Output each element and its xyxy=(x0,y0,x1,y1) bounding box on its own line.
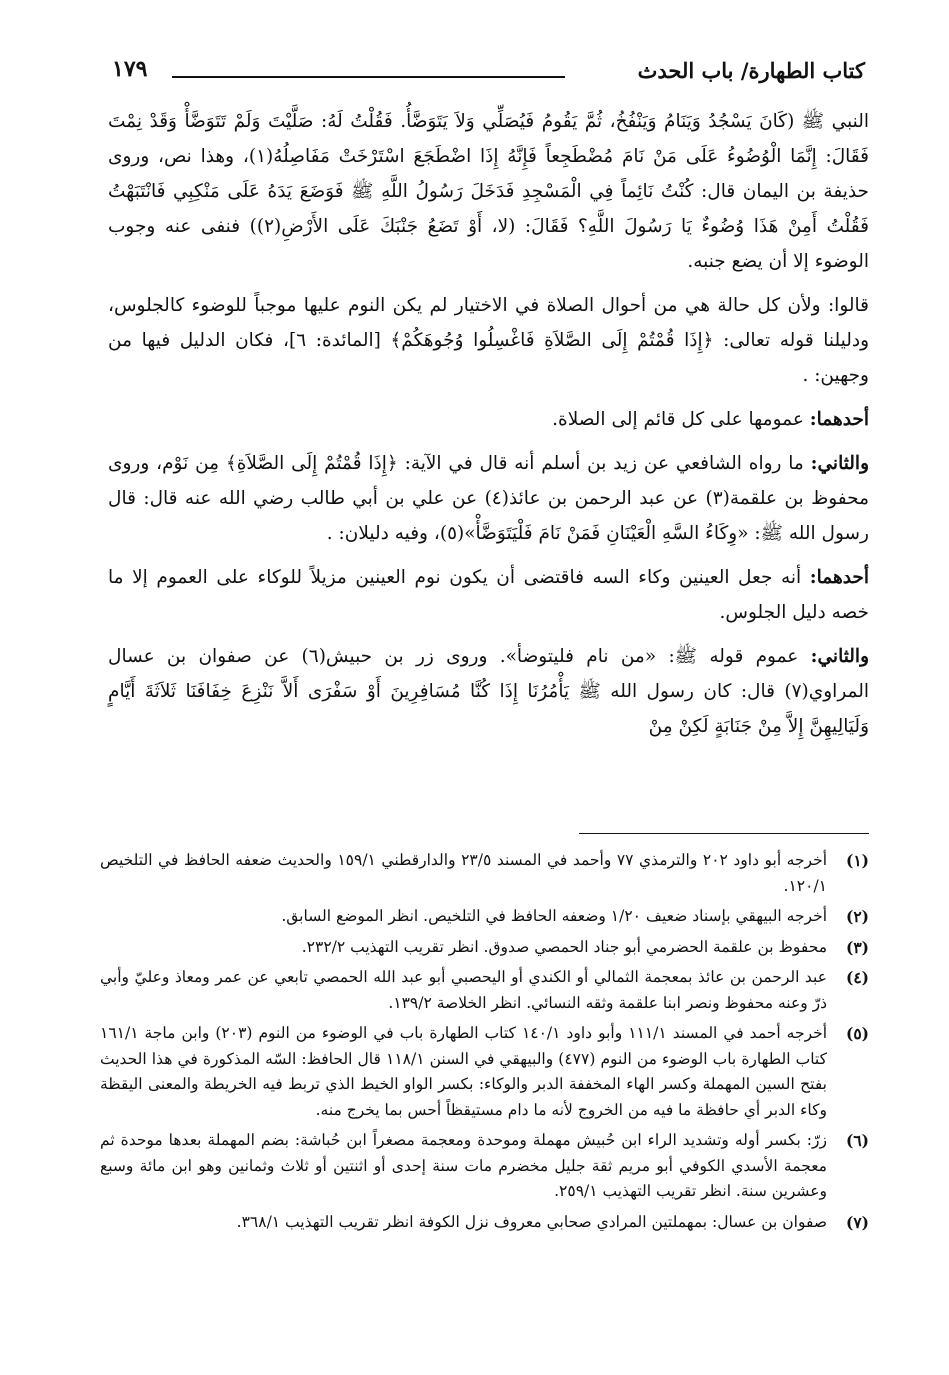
paragraph-text: عمومها على كل قائم إلى الصلاة. xyxy=(552,409,804,430)
paragraph xyxy=(108,402,869,437)
chapter-title: كتاب الطهارة/ باب الحدث xyxy=(637,58,865,83)
footnote-number: (٢) xyxy=(845,907,869,926)
footnote xyxy=(100,965,869,1016)
footnote-rule xyxy=(579,833,869,834)
footnote-text: زرّ: بكسر أوله وتشديد الراء ابن حُبيش مهملة وموحدة ومعجمة مصغراً ابن حُباشة: بضم المهملة بعدها موحدة ثم معجمة الأسدي الكوفي أبو مريم ثقة جليل مخضرم مات سنة إحدى أو اثنتين أو ثلاث وثمانين وهو ابن مائة وسبع وعشرين سنة. انظر تقريب التهذيب ٢٥٩/١. xyxy=(100,1131,827,1200)
footnote-text: محفوظ بن علقمة الحضرمي أبو جناد الحمصي صدوق. انظر تقريب التهذيب ٢٣٢/٢. xyxy=(301,937,827,956)
paragraph-text: قالوا: ولأن كل حالة هي من أحوال الصلاة في الاختيار لم يكن النوم عليها موجباً للوضوء كالجلوس، ودليلنا قوله تعالى: ﴿إِذَا قُمْتُمْ إِلَى الصَّلاَةِ فَاغْسِلُوا وُجُوهَكُمْ﴾ [المائدة: ٦]، فكان الدليل فيها من وجهين: . xyxy=(108,295,870,386)
paragraph xyxy=(108,104,869,279)
footnote-number: (٦) xyxy=(845,1131,869,1150)
paragraph xyxy=(108,446,869,551)
paragraph-text: النبي ﷺ (كَانَ يَسْجُدُ وَيَنَامُ وَيَنْفُخُ، ثُمَّ يَقُومُ فَيُصَلِّي وَلاَ يَتَوَضَّأُ. فَقُلْتُ لَهُ: صَلَّيْتَ وَلَمْ تَتَوَضَّأْ وَقَدْ نِمْتَ فَقَالَ: إِنَّمَا الْوُضُوءُ عَلَى مَنْ نَامَ مُضْطَجِعاً فَإِنَّهُ إِذَا اضْطَجَعَ اسْتَرْخَتْ مَفَاصِلُهُ(١)، وهذا نص، وروى حذيفة بن اليمان قال: كُنْتُ نَائِماً فِي الْمَسْجِدِ فَدَخَلَ رَسُولُ اللَّهِ ﷺ فَوَضَعَ يَدَهُ عَلَى مَنْكِبِي فَانْتَبَهْتُ فَقُلْتُ أَمِنْ هَذَا وُضُوءٌ يَا رَسُولَ اللَّهِ؟ فَقَالَ: (لا، أَوْ تَضَعُ جَنْبَكَ عَلَى الأَرْضِ(٢)) فنفى عنه وجوب الوضوء إلا أن يضع جنبه. xyxy=(108,111,870,272)
paragraph-lead: أحدهما: xyxy=(809,409,869,430)
footnote-text: صفوان بن عسال: بمهملتين المرادي صحابي معروف نزل الكوفة انظر تقريب التهذيب ٣٦٨/١. xyxy=(236,1212,827,1231)
footnote-text: أخرجه البيهقي بإسناد ضعيف ١/٢٠ وضعفه الحافظ في التلخيص. انظر الموضع السابق. xyxy=(281,907,827,925)
footnote-number: (٥) xyxy=(845,1024,869,1043)
footnote xyxy=(100,935,869,961)
footnote-text: أخرجه أحمد في المسند ١١١/١ وأبو داود ١٤٠/١ كتاب الطهارة باب في الوضوء من النوم (٢٠٣) وابن ماجة ١٦١/١ كتاب الطهارة باب الوضوء من النوم (٤٧٧) والبيهقي في السنن ١١٨/١ قال الحافظ: السّه المذكورة في هذا الحديث بفتح السين المهملة وكسر الهاء المخففة الدبر والوكاء: بكسر الواو الخيط الذي تربط فيه الخريطة والمعنى اليقظة وكاء الدبر أي حافظة ما فيه من الخروج لأنه ما دام مستيقظاً أحس بما يخرج منه. xyxy=(100,1024,828,1119)
running-header xyxy=(112,56,865,96)
footnote-number: (١) xyxy=(845,851,869,870)
footnote xyxy=(100,1021,869,1123)
page-number: ١٧٩ xyxy=(112,56,148,82)
paragraph-lead: والثاني: xyxy=(810,646,869,667)
paragraph xyxy=(108,639,869,744)
footnote xyxy=(100,848,869,899)
footnote-text: عبد الرحمن بن عائذ بمعجمة الثمالي أو الكندي أو اليحصبي أبو عبد الله الحمصي تابعي عن عمر ومعاذ وعليّ وأبي ذرّ وعنه محفوظ ونصر ابنا علقمة وثقه النسائي. انظر الخلاصة ١٣٩/٢. xyxy=(100,968,827,1012)
paragraph-text: أنه جعل العينين وكاء السه فاقتضى أن يكون نوم العينين مزيلاً للوكاء على العموم إلا ما خصه دليل الجلوس. xyxy=(108,567,869,623)
footnote-number: (٣) xyxy=(845,937,869,957)
footnote-number: (٤) xyxy=(845,968,869,987)
header-rule xyxy=(172,76,565,78)
paragraph xyxy=(108,288,869,393)
footnote xyxy=(100,904,869,930)
footnote xyxy=(100,1210,869,1236)
footnotes xyxy=(100,848,869,1240)
paragraph-text: ما رواه الشافعي عن زيد بن أسلم أنه قال في الآية: ﴿إِذَا قُمْتُمْ إِلَى الصَّلاَةِ﴾ مِن نَوْم، وروى محفوظ بن علقمة(٣) عن عبد الرحمن بن عائذ(٤) عن علي بن أبي طالب رضي الله عنه قال: قال رسول الله ﷺ: «وِكَاءُ السَّهِ الْعَيْنَانِ فَمَنْ نَامَ فَلْيَتَوَضَّأْ»(٥)، وفيه دليلان: . xyxy=(108,453,869,544)
main-text xyxy=(108,104,869,744)
paragraph-lead: أحدهما: xyxy=(809,567,869,588)
paragraph-text: عموم قوله ﷺ: «من نام فليتوضأ». وروى زر بن حبيش(٦) عن صفوان بن عسال المراوي(٧) قال: كان رسول الله ﷺ يَأْمُرُنَا إِذَا كُنَّا مُسَافِرِينَ أَوْ سَفْرَى أَلاَّ نَنْزِعَ خِفَافَنَا ثَلاَثَةَ أَيَّامٍ وَلَيَالِيهِنَّ إِلاَّ مِنْ جَنَابَةٍ لَكِنْ مِنْ xyxy=(108,646,869,737)
footnote-text: أخرجه أبو داود ٢٠٢ والترمذي ٧٧ وأحمد في المسند ٢٣/٥ والدارقطني ١٥٩/١ والحديث ضعفه الحافظ في التلخيص ١٢٠/١. xyxy=(100,851,827,895)
footnote xyxy=(100,1128,869,1205)
footnote-number: (٧) xyxy=(845,1212,869,1232)
paragraph xyxy=(108,560,869,630)
paragraph-lead: والثاني: xyxy=(810,453,869,474)
